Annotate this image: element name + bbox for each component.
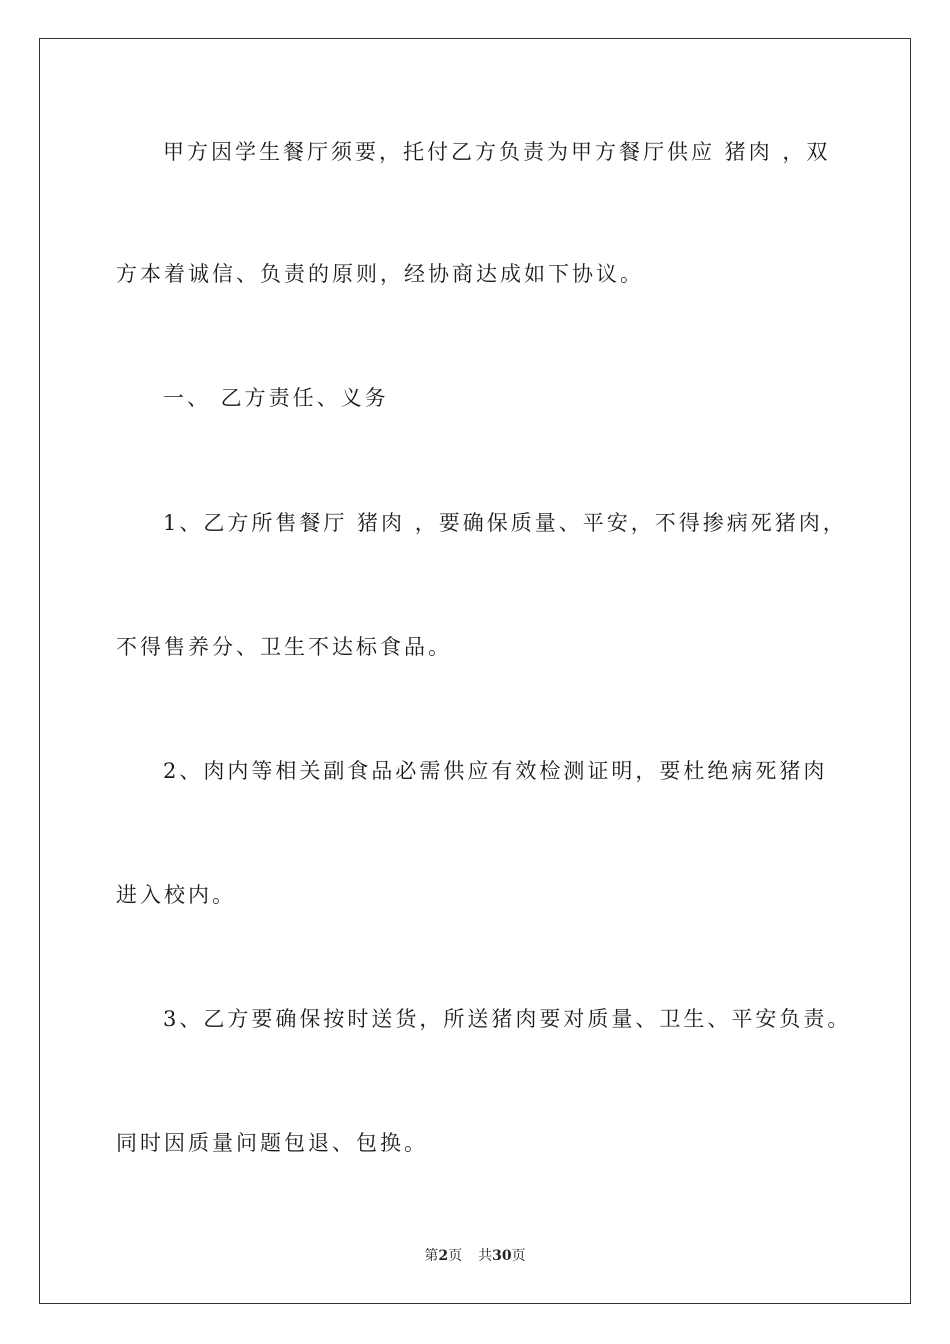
page-number: 2 xyxy=(438,1248,449,1264)
clause-3-line-2: 同时因质量问题包退、包换。 xyxy=(116,1131,428,1155)
section-heading: 一、 乙方责任、义务 xyxy=(163,386,389,410)
paragraph-intro-line-2: 方本着诚信、负责的原则，经协商达成如下协议。 xyxy=(116,262,644,286)
total-prefix: 共 xyxy=(478,1248,493,1264)
clause-1-line-2: 不得售养分、卫生不达标食品。 xyxy=(116,635,452,659)
page-footer xyxy=(0,1246,950,1266)
paragraph-intro-line-1: 甲方因学生餐厅须要，托付乙方负责为甲方餐厅供应 猪肉 ，双 xyxy=(163,140,831,164)
clause-2-line-2: 进入校内。 xyxy=(116,883,236,907)
page-suffix: 页 xyxy=(448,1248,463,1264)
clause-2-line-1: 2、肉内等相关副食品必需供应有效检测证明，要杜绝病死猪肉 xyxy=(163,759,828,783)
clause-3-line-1: 3、乙方要确保按时送货，所送猪肉要对质量、卫生、平安负责。 xyxy=(163,1007,852,1031)
clause-1-line-1: 1、乙方所售餐厅 猪肉 ，要确保质量、平安，不得掺病死猪肉， xyxy=(163,511,847,535)
page-prefix: 第 xyxy=(424,1248,439,1264)
total-pages: 30 xyxy=(492,1248,512,1264)
page-border xyxy=(39,38,911,1304)
total-suffix: 页 xyxy=(511,1248,526,1264)
